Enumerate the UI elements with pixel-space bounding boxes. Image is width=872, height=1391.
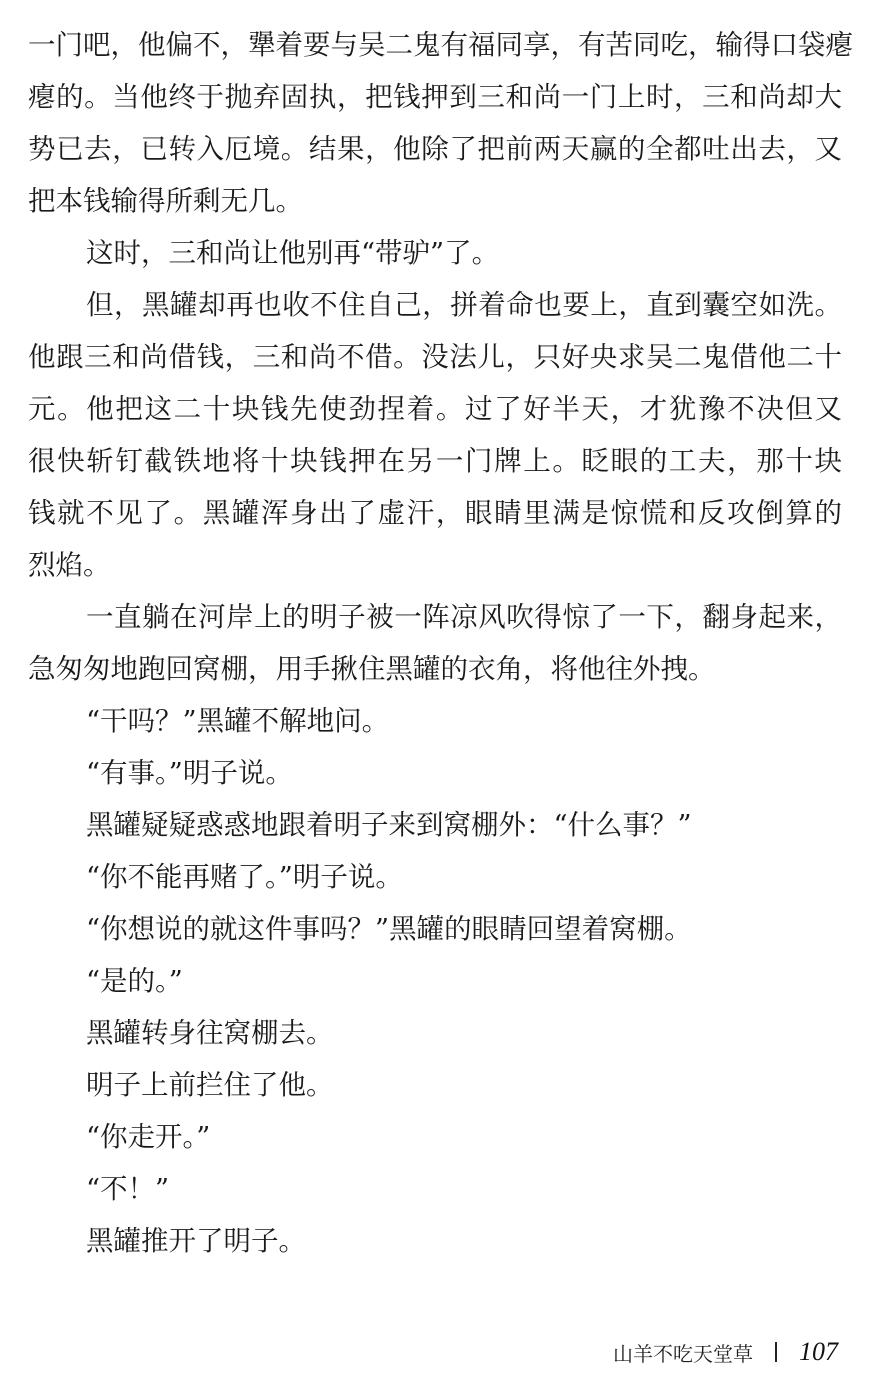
text-line: 他跟三和尚借钱，三和尚不借。没法儿，只好央求吴二鬼借他二十 [28, 341, 842, 373]
text-line: 一门吧，他偏不，犟着要与吴二鬼有福同享，有苦同吃，输得口袋瘪 [28, 29, 853, 61]
footer-separator [775, 1342, 777, 1362]
book-title: 山羊不吃天堂草 [613, 1341, 753, 1366]
text-line: 瘪的。当他终于抛弃固执，把钱押到三和尚一门上时，三和尚却大 [28, 81, 842, 113]
page-body [28, 19, 853, 1267]
paragraph-start: “有事。”明子说。 [86, 757, 293, 789]
paragraph-start: 黑罐推开了明子。 [86, 1225, 306, 1257]
paragraph-start: “你不能再赌了。”明子说。 [86, 861, 403, 893]
paragraph-start: 这时，三和尚让他别再“带驴”了。 [86, 237, 500, 269]
text-line: 急匆匆地跑回窝棚，用手揪住黑罐的衣角，将他往外拽。 [28, 653, 716, 685]
paragraph-start: 明子上前拦住了他。 [86, 1069, 334, 1101]
paragraph-start: “你走开。” [86, 1121, 211, 1153]
paragraph-start: 但，黑罐却再也收不住自己，拼着命也要上，直到囊空如洗。 [86, 289, 842, 321]
paragraph-start: 一直躺在河岸上的明子被一阵凉风吹得惊了一下，翻身起来， [86, 601, 842, 633]
text-line: 烈焰。 [28, 549, 111, 581]
page-footer [613, 1332, 838, 1372]
text-line: 势已去，已转入厄境。结果，他除了把前两天赢的全都吐出去，又 [28, 133, 842, 165]
paragraph-start: “干吗？”黑罐不解地问。 [86, 705, 390, 737]
text-line: 元。他把这二十块钱先使劲捏着。过了好半天，才犹豫不决但又 [28, 393, 842, 425]
text-line: 很快斩钉截铁地将十块钱押在另一门牌上。眨眼的工夫，那十块 [28, 445, 842, 477]
paragraph-start: “你想说的就这件事吗？”黑罐的眼睛回望着窝棚。 [86, 913, 692, 945]
text-line: 把本钱输得所剩无几。 [28, 185, 303, 217]
paragraph-start: “是的。” [86, 965, 183, 997]
paragraph-start: “不！” [86, 1173, 170, 1205]
page-number: 107 [799, 1337, 838, 1366]
paragraph-start: 黑罐疑疑惑惑地跟着明子来到窝棚外：“什么事？” [86, 809, 692, 841]
text-line: 钱就不见了。黑罐浑身出了虚汗，眼睛里满是惊慌和反攻倒算的 [28, 497, 842, 529]
paragraph-start: 黑罐转身往窝棚去。 [86, 1017, 334, 1049]
